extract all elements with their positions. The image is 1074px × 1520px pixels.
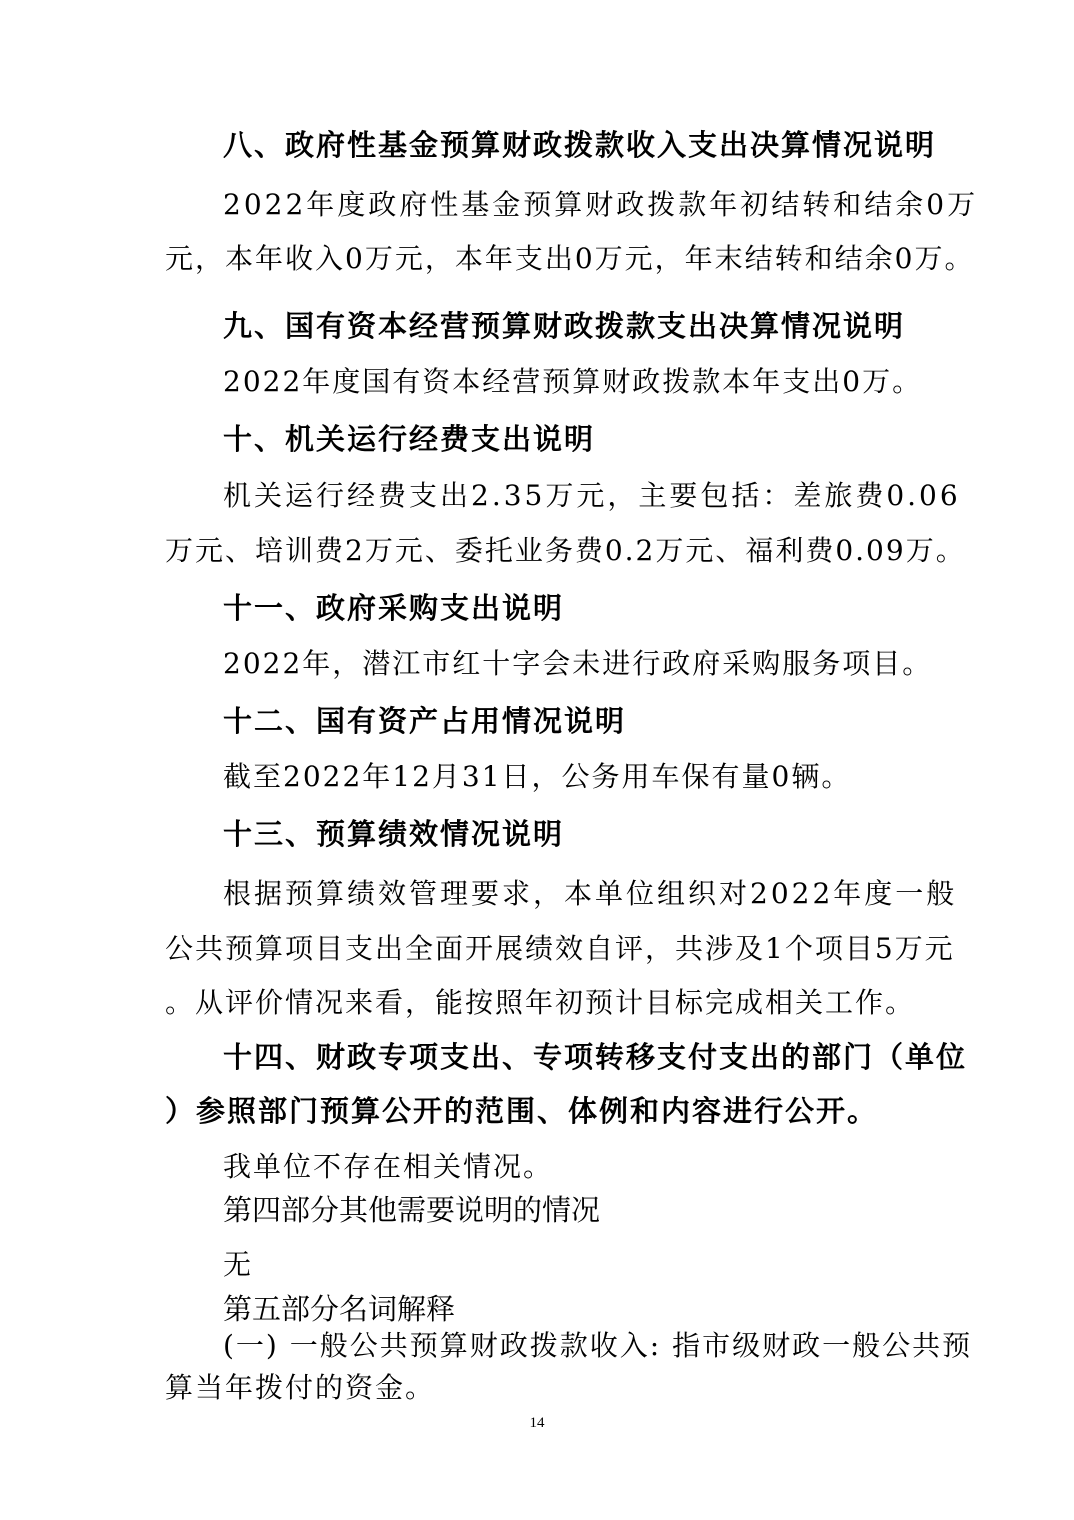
section-9-heading: 九、国有资本经营预算财政拨款支出决算情况说明 (223, 309, 906, 343)
part-4-body: 无 (223, 1248, 254, 1281)
part-4-title: 第四部分其他需要说明的情况 (223, 1193, 601, 1227)
section-12-heading: 十二、国有资产占用情况说明 (223, 704, 627, 738)
section-10-line-1: 机关运行经费支出2.35万元，主要包括：差旅费0.06 (223, 479, 961, 512)
section-13-line-1: 根据预算绩效管理要求，本单位组织对2022年度一般 (223, 877, 958, 910)
section-13-line-3: 。从评价情况来看，能按照年初预计目标完成相关工作。 (165, 986, 916, 1019)
section-8-heading: 八、政府性基金预算财政拨款收入支出决算情况说明 (223, 128, 937, 162)
page-number: 14 (529, 1415, 545, 1431)
section-8-line-2: 元，本年收入0万元，本年支出0万元，年末结转和结余0万。 (165, 242, 975, 275)
part-5-line-2: 算当年拨付的资金。 (165, 1371, 436, 1404)
section-11-line-1: 2022年，潜江市红十字会未进行政府采购服务项目。 (223, 647, 933, 680)
section-10-line-2: 万元、培训费2万元、委托业务费0.2万元、福利费0.09万。 (165, 534, 966, 567)
part-5-title: 第五部分名词解释 (223, 1292, 456, 1326)
section-9-line-1: 2022年度国有资本经营预算财政拨款本年支出0万。 (223, 365, 923, 398)
section-11-heading: 十一、政府采购支出说明 (223, 591, 565, 625)
section-10-heading: 十、机关运行经费支出说明 (223, 422, 596, 456)
section-12-line-1: 截至2022年12月31日，公务用车保有量0辆。 (223, 760, 852, 793)
section-14-line-1: 我单位不存在相关情况。 (223, 1150, 554, 1183)
section-8-line-1: 2022年度政府性基金预算财政拨款年初结转和结余0万 (223, 188, 979, 221)
section-14-heading-line-2: ）参照部门预算公开的范围、体例和内容进行公开。 (165, 1094, 879, 1128)
part-5-line-1: (一) 一般公共预算财政拨款收入: 指市级财政一般公共预 (223, 1329, 973, 1362)
section-14-heading-line-1: 十四、财政专项支出、专项转移支付支出的部门（单位 (223, 1040, 968, 1074)
section-13-heading: 十三、预算绩效情况说明 (223, 817, 565, 851)
section-13-line-2: 公共预算项目支出全面开展绩效自评，共涉及1个项目5万元 (165, 932, 955, 965)
